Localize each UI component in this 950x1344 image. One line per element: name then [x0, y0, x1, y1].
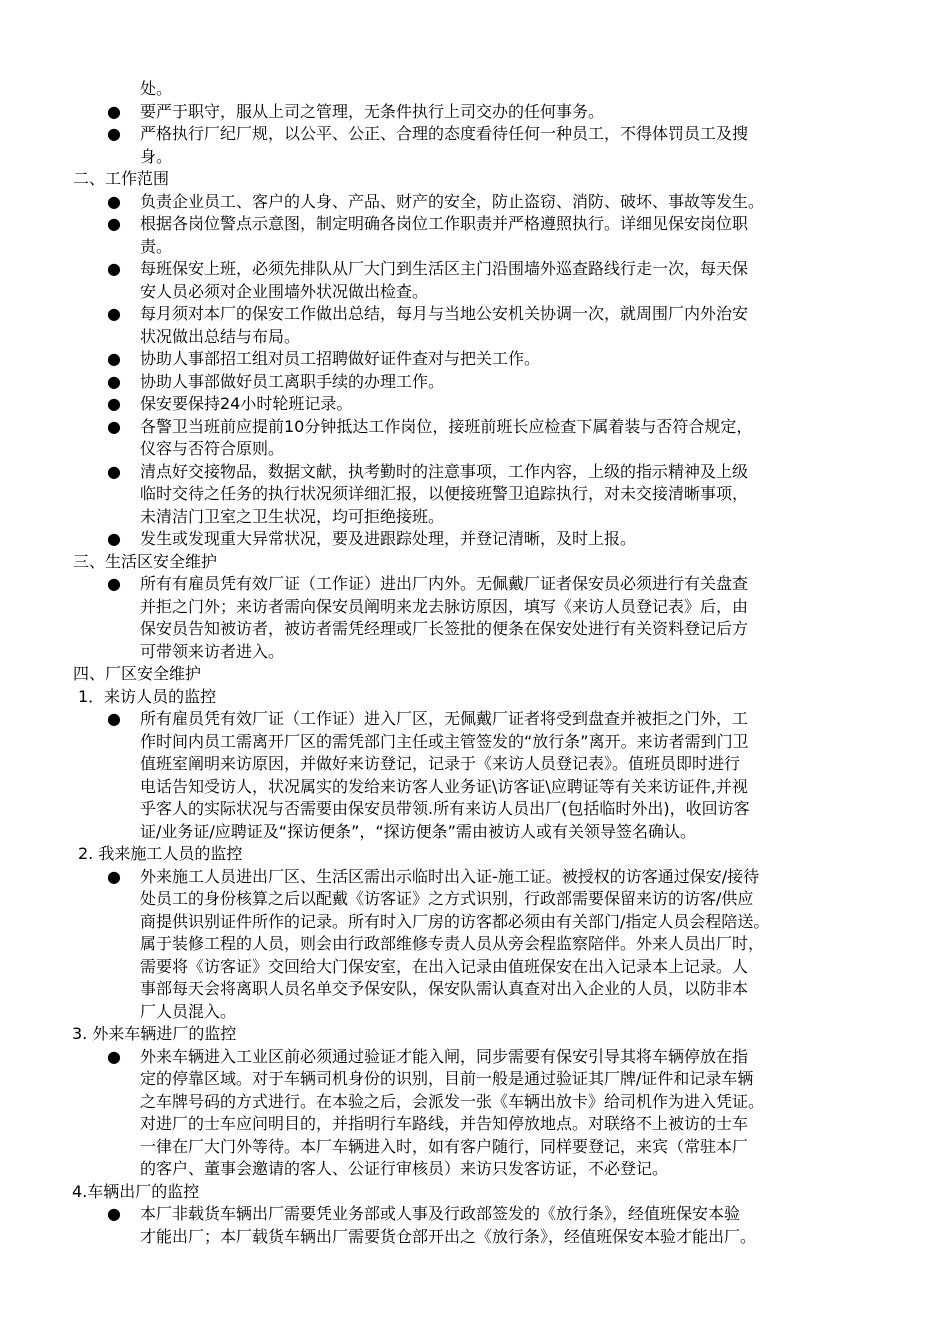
bullet-text: 外来施工人员进出厂区、生活区需出示临时出入证-施工证。被授权的访客通过保安/接待 — [140, 866, 760, 886]
continuation-line: 处。 — [140, 79, 173, 98]
section-heading: 二、工作范围 — [73, 169, 170, 188]
bullet-item — [0, 416, 950, 439]
continuation-line: 定的停靠区域。对于车辆司机身份的识别，目前一般是通过验证其厂牌/证件和记录车辆 — [140, 1069, 754, 1088]
bullet-text: 外来车辆进入工业区前必须通过验证才能入闸，同步需要有保安引导其将车辆停放在指 — [140, 1046, 749, 1066]
bullet-text: 根据各岗位警点示意图，制定明确各岗位工作职责并严格遵照执行。详细见保安岗位职 — [140, 214, 749, 233]
bullet-icon: ● — [107, 101, 121, 121]
bullet-text: 协助人事部做好员工离职手续的办理工作。 — [140, 371, 445, 391]
subsection-heading: 1．来访人员的监控 — [78, 686, 217, 706]
continuation-line: 证/业务证/应聘证及“探访便条”，“探访便条”需由被访人或有关领导签名确认。 — [140, 821, 696, 841]
bullet-icon: ● — [107, 394, 121, 413]
continuation-line: 状况做出总结与布局。 — [140, 326, 301, 346]
bullet-text: 协助人事部招工组对员工招聘做好证件查对与把关工作。 — [140, 349, 541, 368]
section-heading: 三、生活区安全维护 — [73, 551, 218, 571]
continuation-line: 一律在厂大门外等待。本厂车辆进入时，如有客户随行，同样要登记，来宾（常驻本厂 — [140, 1136, 749, 1156]
continuation-line: 身。 — [140, 146, 173, 166]
bullet-item — [0, 1203, 950, 1226]
bullet-icon: ● — [107, 349, 121, 368]
bullet-text: 各警卫当班前应提前10分钟抵达工作岗位，接班前班长应检查下属着装与否符合规定， — [140, 416, 753, 436]
continuation-line: 并拒之门外；来访者需向保安员阐明来龙去脉访原因，填写《来访人员登记表》后，由 — [140, 596, 749, 616]
bullet-icon: ● — [107, 416, 121, 436]
bullet-item — [0, 461, 950, 484]
bullet-text: 每月须对本厂的保安工作做出总结，每月与当地公安机关协调一次，就周围厂内外治安 — [140, 304, 749, 323]
continuation-line: 对进厂的士车应问明目的，并指明行车路线，并告知停放地点。对联络不上被访的士车 — [140, 1114, 749, 1133]
continuation-line: 可带领来访者进入。 — [140, 641, 285, 661]
bullet-item — [0, 1046, 950, 1069]
section-heading: 四、厂区安全维护 — [73, 664, 202, 683]
bullet-icon: ● — [107, 529, 121, 548]
bullet-item — [0, 528, 950, 551]
bullet-icon: ● — [107, 574, 121, 593]
bullet-text: 严格执行厂纪厂规，以公平、公正、合理的态度看待任何一种员工，不得体罚员工及搜 — [140, 124, 749, 143]
bullet-item — [0, 708, 950, 731]
continuation-line: 值班室阐明来访原因，并做好来访登记，记录于《来访人员登记表》。值班员即时进行 — [140, 754, 741, 773]
continuation-line: 之车牌号码的方式进行。在本验之后，会派发一张《车辆出放卡》给司机作为进入凭证。 — [140, 1091, 765, 1111]
continuation-line: 作时间内员工需离开厂区的需凭部门主任或主管签发的“放行条”离开。来访者需到门卫 — [140, 731, 749, 751]
bullet-item — [0, 101, 950, 124]
continuation-line: 仪容与否符合原则。 — [140, 439, 285, 458]
bullet-icon: ● — [107, 1046, 121, 1066]
bullet-icon: ● — [107, 866, 121, 886]
subsection-heading: 2. 我来施工人员的监控 — [78, 844, 243, 863]
continuation-line: 安人员必须对企业围墙外状况做出检查。 — [140, 281, 429, 301]
bullet-text: 清点好交接物品，数据文献，执考勤时的注意事项，工作内容，上级的指示精神及上级 — [140, 461, 749, 481]
continuation-line: 厂人员混入。 — [140, 1001, 237, 1021]
bullet-icon: ● — [107, 124, 121, 143]
bullet-item — [0, 303, 950, 326]
bullet-icon: ● — [107, 461, 121, 481]
continuation-line: 属于装修工程的人员，则会由行政部维修专责人员从旁会程监察陪伴。外来人员出厂时， — [140, 934, 765, 953]
bullet-item — [0, 348, 950, 371]
bullet-text: 每班保安上班，必须先排队从厂大门到生活区主门沿围墙外巡查路线行走一次，每天保 — [140, 259, 749, 278]
bullet-item — [0, 213, 950, 236]
bullet-item — [0, 258, 950, 281]
bullet-item — [0, 191, 950, 214]
bullet-icon: ● — [107, 1204, 121, 1223]
bullet-text: 要严于职守，服从上司之管理，无条件执行上司交办的任何事务。 — [140, 101, 605, 121]
bullet-icon: ● — [107, 214, 121, 233]
bullet-icon: ● — [107, 304, 121, 323]
continuation-line: 未清洁门卫室之卫生状况，均可拒绝接班。 — [140, 506, 445, 526]
bullet-item — [0, 393, 950, 416]
continuation-line: 责。 — [140, 236, 173, 256]
subsection-heading: 3. 外来车辆进厂的监控 — [72, 1024, 237, 1043]
continuation-line: 处员工的身份核算之后以配戴《访客证》之方式识别，行政部需要保留来访的访客/供应 — [140, 889, 754, 908]
continuation-line: 才能出厂；本厂载货车辆出厂需要货仓部开出之《放行条》，经值班保安本验才能出厂。 — [140, 1226, 757, 1246]
bullet-text: 所有有雇员凭有效厂证（工作证）进出厂内外。无佩戴厂证者保安员必须进行有关盘查 — [140, 574, 749, 593]
bullet-text: 负责企业员工、客户的人身、产品、财产的安全，防止盗窃、消防、破坏、事故等发生。 — [140, 191, 765, 211]
bullet-item — [0, 573, 950, 596]
bullet-item — [0, 123, 950, 146]
bullet-icon: ● — [107, 191, 121, 211]
continuation-line: 临时交待之任务的执行状况须详细汇报，以便接班警卫追踪执行，对未交接清晰事项， — [140, 484, 749, 503]
bullet-icon: ● — [107, 709, 121, 728]
bullet-text: 保安要保持24小时轮班记录。 — [140, 394, 353, 413]
bullet-icon: ● — [107, 371, 121, 391]
bullet-item — [0, 371, 950, 394]
continuation-line: 乎客人的实际状况与否需要由保安员带领.所有来访人员出厂(包括临时外出)，收回访客 — [140, 799, 750, 818]
bullet-text: 本厂非载货车辆出厂需要凭业务部或人事及行政部签发的《放行条》，经值班保安本验 — [140, 1204, 741, 1223]
bullet-text: 发生或发现重大异常状况，要及进跟踪处理，并登记清晰，及时上报。 — [140, 529, 637, 548]
continuation-line: 事部每天会将离职人员名单交予保安队，保安队需认真查对出入企业的人员，以防非本 — [140, 979, 749, 998]
continuation-line: 商提供识别证件所作的记录。所有时入厂房的访客都必须由有关部门/指定人员会程陪送。 — [140, 911, 770, 931]
document-page — [0, 78, 950, 1248]
continuation-line: 保安员告知被访者，被访者需凭经理或厂长签批的便条在保安处进行有关资料登记后方 — [140, 619, 749, 638]
bullet-item — [0, 866, 950, 889]
continuation-line: 需要将《访客证》交回给大门保安室，在出入记录由值班保安在出入记录本上记录。人 — [140, 956, 749, 976]
bullet-text: 所有雇员凭有效厂证（工作证）进入厂区，无佩戴厂证者将受到盘查并被拒之门外，工 — [140, 709, 749, 728]
continuation-line: 的客户、董事会邀请的客人、公证行审核员）来访只发客访证，不必登记。 — [140, 1159, 669, 1178]
bullet-icon: ● — [107, 259, 121, 278]
continuation-line: 电话告知受访人，状况属实的发给来访客人业务证\访客证\应聘证等有关来访证件,并视 — [140, 776, 748, 796]
subsection-heading: 4.车辆出厂的监控 — [72, 1181, 200, 1201]
